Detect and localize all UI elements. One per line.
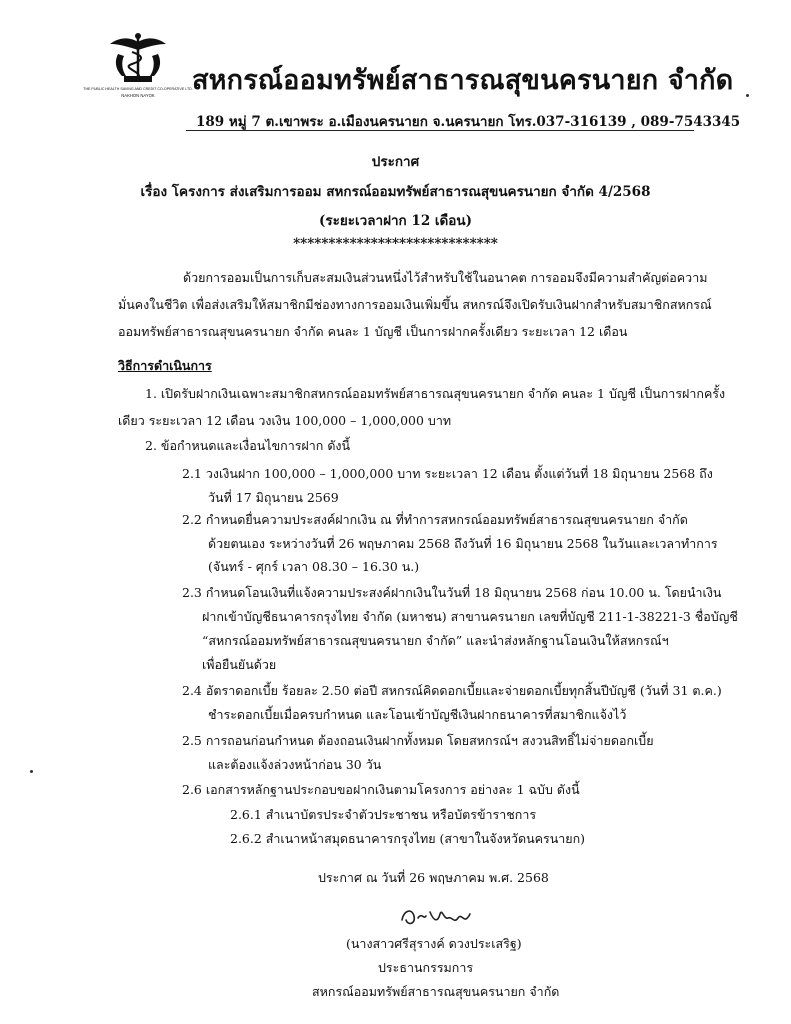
announcement-period: (ระยะเวลาฝาก 12 เดือน) [318, 213, 473, 229]
item-1-line-1: 1. เปิดรับฝากเงินเฉพาะสมาชิกสหกรณ์ออมทรัพย์สาธารณสุขนครนายก จำกัด คนละ 1 บัญชี เป็นการฝากครั้ง [145, 386, 726, 401]
clause-2-2-line-2: ด้วยตนเอง ระหว่างวันที่ 26 พฤษภาคม 2568 ถึงวันที่ 16 มิถุนายน 2568 ในวันและเวลาทำการ [208, 536, 718, 551]
intro-line-2: มั่นคงในชีวิต เพื่อส่งเสริมให้สมาชิกมีช่องทางการออมเงินเพิ่มขึ้น สหกรณ์จึงเปิดรับเงินฝากสำหรับสมาชิกสหกรณ์ [118, 297, 712, 312]
intro-line-1: ด้วยการออมเป็นการเก็บสะสมเงินส่วนหนึ่งไว้สำหรับใช้ในอนาคต การออมจึงมีความสำคัญต่อความ [183, 270, 708, 285]
clause-2-4-line-2: ชำระดอกเบี้ยเมื่อครบกำหนด และโอนเข้าบัญชีเงินฝากธนาคารที่สมาชิกแจ้งไว้ [208, 707, 627, 722]
signature [396, 898, 496, 934]
clause-2-3-line-3: “สหกรณ์ออมทรัพย์สาธารณสุขนครนายก จำกัด” และนำส่งหลักฐานโอนเงินให้สหกรณ์ฯ [202, 633, 669, 648]
handwritten-signature-icon [396, 898, 496, 934]
announcement-heading: ประกาศ [371, 154, 420, 170]
organization-name: สหกรณ์ออมทรัพย์สาธารณสุขนครนายก จำกัด [192, 65, 734, 96]
logo-caption-2: NAKHON NAYOK [121, 93, 155, 98]
organization-address: 189 หมู่ 7 ต.เขาพระ อ.เมืองนครนายก จ.นครนายก โทร.037-316139 , 089-7543345 [196, 114, 741, 130]
signer-name: (นางสาวศรีสุรางค์ ดวงประเสริฐ) [346, 936, 522, 951]
scan-speck [30, 770, 33, 773]
caduceus-emblem-icon [83, 30, 193, 100]
clause-2-1-line-2: วันที่ 17 มิถุนายน 2569 [208, 490, 339, 505]
clause-2-2-line-1: 2.2 กำหนดยื่นความประสงค์ฝากเงิน ณ ที่ทำการสหกรณ์ออมทรัพย์สาธารณสุขนครนายก จำกัด [182, 512, 688, 527]
clause-2-1-line-1: 2.1 วงเงินฝาก 100,000 – 1,000,000 บาท ระยะเวลา 12 เดือน ตั้งแต่วันที่ 18 มิถุนายน 2568 ถึง [182, 466, 713, 481]
clause-2-3-line-2: ฝากเข้าบัญชีธนาคารกรุงไทย จำกัด (มหาชน) สาขานครนายก เลขที่บัญชี 211-1-38221-3 ชื่อบัญชี [202, 609, 738, 624]
header-rule [186, 130, 694, 131]
clause-2-6-2: 2.6.2 สำเนาหน้าสมุดธนาคารกรุงไทย (สาขาในจังหวัดนครนายก) [230, 831, 586, 846]
cooperative-logo [83, 30, 193, 100]
clause-2-5-line-1: 2.5 การถอนก่อนกำหนด ต้องถอนเงินฝากทั้งหมด โดยสหกรณ์ฯ สงวนสิทธิ์ไม่จ่ายดอกเบี้ย [182, 733, 654, 748]
scan-speck [746, 94, 749, 97]
clause-2-3-line-4: เพื่อยืนยันด้วย [202, 657, 277, 672]
announcement-date: ประกาศ ณ วันที่ 26 พฤษภาคม พ.ศ. 2568 [318, 870, 549, 885]
procedure-heading: วิธีการดำเนินการ [118, 358, 212, 373]
clause-2-4-line-1: 2.4 อัตราดอกเบี้ย ร้อยละ 2.50 ต่อปี สหกรณ์คิดดอกเบี้ยและจ่ายดอกเบี้ยทุกสิ้นปีบัญชี (วันที่ 31 ต.ค.) [182, 683, 722, 698]
logo-caption-1: THE PUBLIC HEALTH SAVING AND CREDIT CO-OPERATIVE LTD. [83, 87, 193, 91]
signer-title: ประธานกรรมการ [378, 960, 474, 975]
item-1-line-2: เดียว ระยะเวลา 12 เดือน วงเงิน 100,000 – 1,000,000 บาท [118, 413, 452, 428]
clause-2-5-line-2: และต้องแจ้งล่วงหน้าก่อน 30 วัน [208, 757, 382, 772]
announcement-subject: เรื่อง โครงการ ส่งเสริมการออม สหกรณ์ออมทรัพย์สาธารณสุขนครนายก จำกัด 4/2568 [140, 184, 651, 200]
signer-organization: สหกรณ์ออมทรัพย์สาธารณสุขนครนายก จำกัด [312, 984, 560, 999]
clause-2-6-1: 2.6.1 สำเนาบัตรประจำตัวประชาชน หรือบัตรข้าราชการ [230, 807, 537, 822]
item-2: 2. ข้อกำหนดและเงื่อนไขการฝาก ดังนี้ [145, 438, 351, 453]
intro-line-3: ออมทรัพย์สาธารณสุขนครนายก จำกัด คนละ 1 บัญชี เป็นการฝากครั้งเดียว ระยะเวลา 12 เดือน [118, 324, 628, 339]
clause-2-3-line-1: 2.3 กำหนดโอนเงินที่แจ้งความประสงค์ฝากเงินในวันที่ 18 มิถุนายน 2568 ก่อน 10.00 น. โดยนำเงิน [182, 585, 722, 600]
clause-2-2-line-3: (จันทร์ - ศุกร์ เวลา 08.30 – 16.30 น.) [208, 559, 420, 574]
title-divider: ***************************** [293, 236, 498, 252]
clause-2-6: 2.6 เอกสารหลักฐานประกอบขอฝากเงินตามโครงการ อย่างละ 1 ฉบับ ดังนี้ [182, 782, 580, 797]
